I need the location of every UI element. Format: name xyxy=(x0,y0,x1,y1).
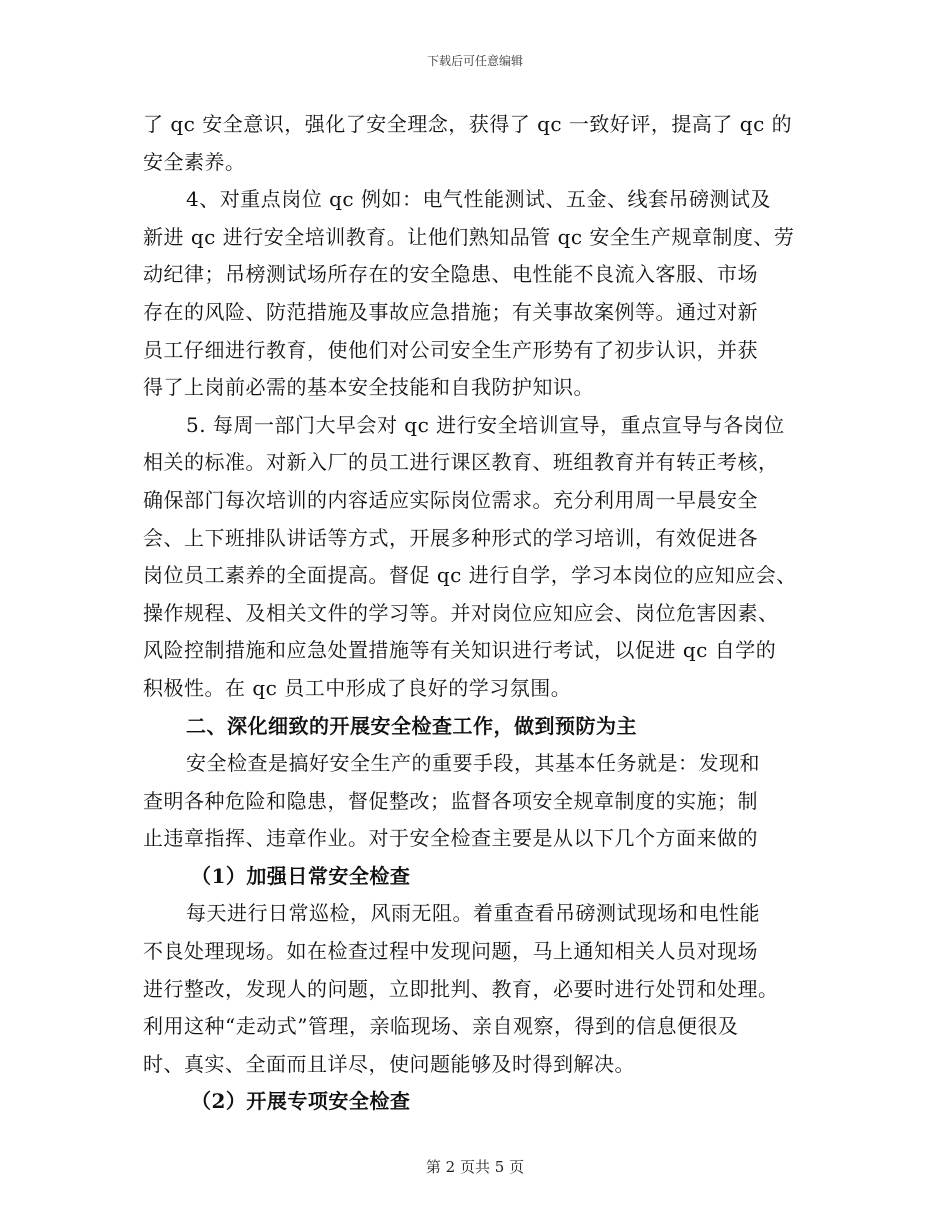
text-line: 安全素养。 xyxy=(143,149,246,174)
section-heading: 二、深化细致的开展安全检查工作，做到预防为主 xyxy=(186,713,637,738)
text-line: 5. 每周一部门大早会对 qc 进行安全培训宣导，重点宣导与各岗位 xyxy=(186,412,785,437)
text-line: 风险控制措施和应急处置措施等有关知识进行考试，以促进 qc 自学的 xyxy=(143,638,777,663)
text-line: 4、对重点岗位 qc 例如：电气性能测试、五金、线套吊磅测试及 xyxy=(186,187,771,212)
subsection-heading: （2）开展专项安全检查 xyxy=(191,1089,411,1114)
text-line: 操作规程、及相关文件的学习等。并对岗位应知应会、岗位危害因素、 xyxy=(143,600,779,625)
page-header: 下载后可任意编辑 xyxy=(426,54,523,68)
text-line: 会、上下班排队讲话等方式，开展多种形式的学习培训，有效促进各 xyxy=(143,525,758,550)
text-line: 得了上岗前必需的基本安全技能和自我防护知识。 xyxy=(143,375,594,400)
text-line: 进行整改，发现人的问题，立即批判、教育，必要时进行处罚和处理。 xyxy=(143,976,779,1001)
text-line: 确保部门每次培训的内容适应实际岗位需求。充分利用周一早晨安全 xyxy=(143,487,758,512)
text-line: 每天进行日常巡检，风雨无阻。着重查看吊磅测试现场和电性能 xyxy=(186,901,760,926)
text-line: 查明各种危险和隐患，督促整改；监督各项安全规章制度的实施；制 xyxy=(143,788,758,813)
text-line: 动纪律；吊榜测试场所存在的安全隐患、电性能不良流入客服、市场 xyxy=(143,262,758,287)
text-line: 安全检查是搞好安全生产的重要手段，其基本任务就是：发现和 xyxy=(186,751,760,776)
text-line: 积极性。在 qc 员工中形成了良好的学习氛围。 xyxy=(143,675,572,700)
text-line: 新进 qc 进行安全培训教育。让他们熟知品管 qc 安全生产规章制度、劳 xyxy=(143,224,795,249)
document-body xyxy=(143,106,811,1121)
text-line: 存在的风险、防范措施及事故应急措施；有关事故案例等。通过对新 xyxy=(143,299,758,324)
subsection-heading: （1）加强日常安全检查 xyxy=(191,863,411,888)
text-line: 了 qc 安全意识，强化了安全理念，获得了 qc 一致好评，提高了 qc 的 xyxy=(143,112,793,136)
text-line: 时、真实、全面而且详尽，使问题能够及时得到解决。 xyxy=(143,1051,635,1076)
text-line: 相关的标准。对新入厂的员工进行课区教育、班组教育并有转正考核， xyxy=(143,450,779,475)
text-line: 岗位员工素养的全面提高。督促 qc 进行自学，学习本岗位的应知应会、 xyxy=(143,563,797,588)
text-line: 不良处理现场。如在检查过程中发现问题，马上通知相关人员对现场 xyxy=(143,939,758,964)
text-line: 止违章指挥、违章作业。对于安全检查主要是从以下几个方面来做的 xyxy=(143,826,758,851)
page-number: 第 2 页共 5 页 xyxy=(425,1158,525,1176)
text-line: 利用这种“走动式”管理，亲临现场、亲自观察，得到的信息便很及 xyxy=(143,1014,739,1039)
text-line: 员工仔细进行教育，使他们对公司安全生产形势有了初步认识，并获 xyxy=(143,337,758,362)
